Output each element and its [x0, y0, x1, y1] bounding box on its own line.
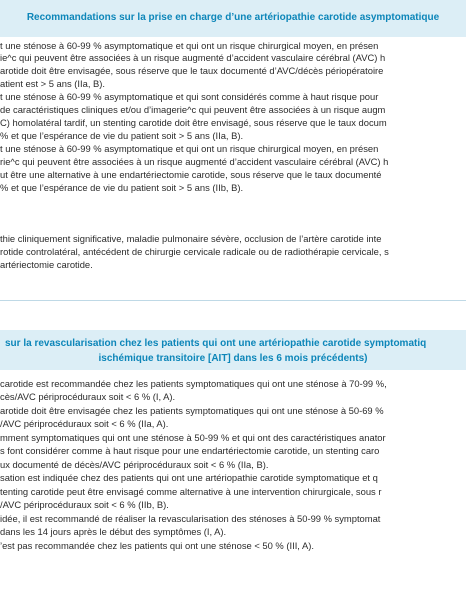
section2-line: dans les 14 jours après le début des symptômes (I, A). [0, 526, 227, 537]
section2-line: sation est indiquée chez des patients qui ont une artériopathie carotide symptomatique et q [0, 472, 378, 483]
footnote-line: rotide controlatéral, antécédent de chirurgie cervicale radicale ou de radiothérapie cervicale, s [0, 246, 389, 257]
section1-line: rie^c qui peuvent être associées à un risque augmenté d’accident vasculaire cérébral (AVC) h [0, 156, 389, 167]
section1-line: % et que l’espérance de vie du patient soit > 5 ans (IIb, B). [0, 182, 244, 193]
section1-line: de caractéristiques cliniques et/ou d’imagerie^c qui peuvent être associées à un risque augm [0, 104, 386, 115]
section1-line: C) homolatéral tardif, un stenting carotide doit être envisagé, sous réserve que le taux docum [0, 117, 387, 128]
section2-title-line2: ischémique transitoire [AIT] dans les 6 mois précédents) [98, 353, 368, 364]
section1-title: Recommandations sur la prise en charge d’une artériopathie carotide asymptomatique [26, 12, 440, 23]
section2-line: idée, il est recommandé de réaliser la revascularisation des sténoses à 50-99 % symptomat [0, 513, 381, 524]
section2-line: mment symptomatiques qui ont une sténose à 50-99 % et qui ont des caractéristiques anator [0, 432, 386, 443]
section2-line: /AVC périprocéduraux soit < 6 % (IIa, A). [0, 418, 169, 429]
section1-line: t une sténose à 60-99 % asymptomatique et qui sont considérés comme à haut risque pour [0, 91, 379, 102]
section-divider [0, 300, 466, 301]
section1-line: % et que l’espérance de vie du patient soit > 5 ans (IIa, B). [0, 130, 244, 141]
section1-line: ut être une alternative à une endartériectomie carotide, sous réserve que le taux documenté [0, 169, 382, 180]
section2-line: tenting carotide peut être envisagé comme alternative à une intervention chirurgicale, sous r [0, 486, 382, 497]
section2-line: s font considérer comme à haut risque pour une endartériectomie carotide, un stenting caro [0, 445, 380, 456]
footnote-line: thie cliniquement significative, maladie pulmonaire sévère, occlusion de l’artère carotide inte [0, 233, 382, 244]
section2-line: ux documenté de décès/AVC périprocéduraux soit < 6 % (IIa, B). [0, 459, 269, 470]
section1-line: atient est > 5 ans (IIa, B). [0, 78, 106, 89]
section1-line: arotide doit être envisagée, sous réserve que le taux documenté d’AVC/décès périopératoire [0, 65, 384, 76]
section2-line: /AVC périprocéduraux soit < 6 % (IIb, B). [0, 499, 169, 510]
section2-title-line1: sur la revascularisation chez les patients qui ont une artériopathie carotide symptomatiq [5, 338, 427, 349]
section2-line: ’est pas recommandée chez les patients qui ont une sténose < 50 % (III, A). [0, 540, 314, 551]
section1-line: t une sténose à 60-99 % asymptomatique et qui ont un risque chirurgical moyen, en présen [0, 40, 379, 51]
section1-line: t une sténose à 60-99 % asymptomatique et qui ont un risque chirurgical moyen, en présen [0, 143, 379, 154]
footnote-line: artériectomie carotide. [0, 259, 93, 270]
section1-line: ie^c qui peuvent être associées à un risque augmenté d’accident vasculaire cérébral (AVC) h [0, 52, 386, 63]
section2-line: arotide doit être envisagée chez les patients symptomatiques qui ont une sténose à 50-69 % [0, 405, 384, 416]
section2-line: cès/AVC périprocéduraux soit < 6 % (I, A). [0, 391, 176, 402]
section2-line: carotide est recommandée chez les patients symptomatiques qui ont une sténose à 70-99 %, [0, 378, 387, 389]
section2-header-band [0, 330, 466, 370]
